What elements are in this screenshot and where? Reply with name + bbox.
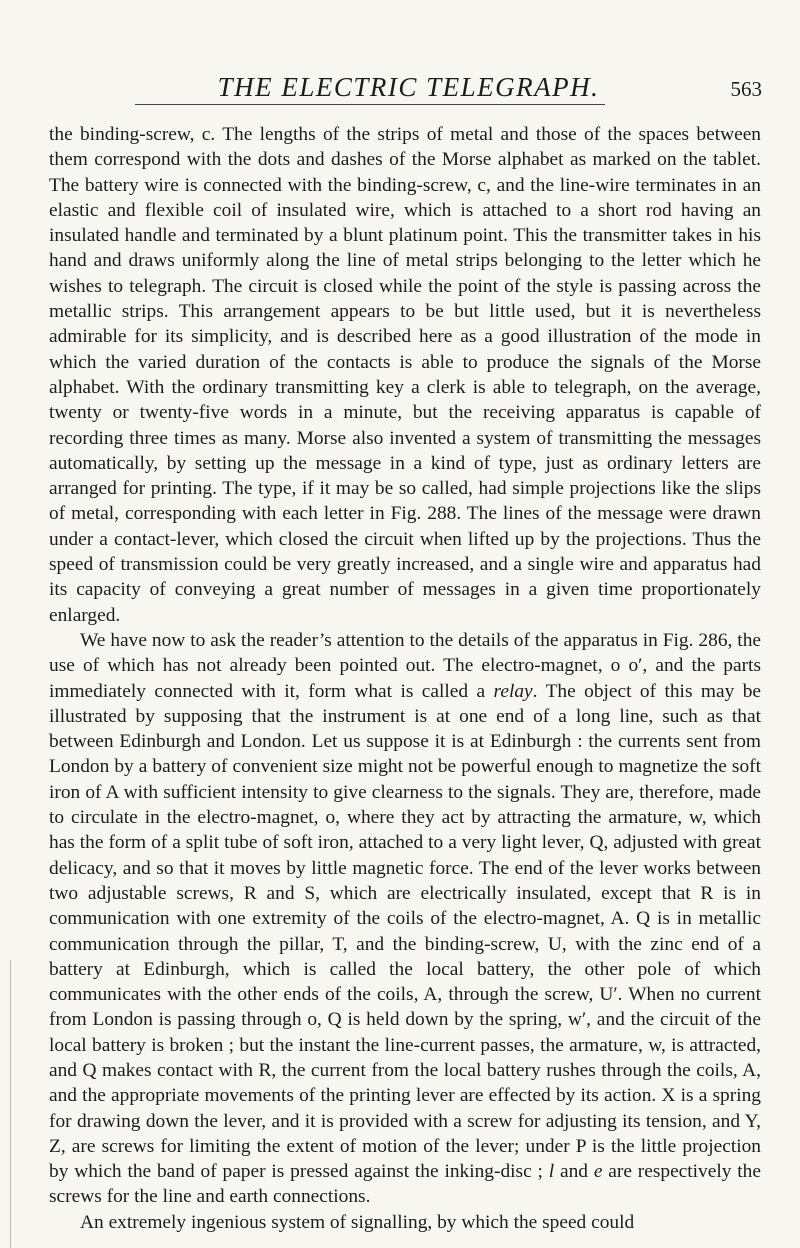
- page-number: 563: [730, 77, 762, 101]
- running-head-rule: [135, 104, 605, 105]
- running-head: [55, 70, 762, 110]
- italic-text: e: [593, 1161, 603, 1183]
- body-text: [49, 122, 761, 1235]
- italic-text: l: [548, 1161, 555, 1183]
- text-run: and: [554, 1161, 594, 1183]
- paragraph: [49, 628, 761, 1210]
- text-run: . The object of this may be illustrated by supposing that the instrument is at one end of a long line, such as that between Edinburgh and London. Let us suppose it is at Edinburgh : the currents sent from London by a battery of convenient size might not be powerful enough to magnetize the soft iron of A with sufficient intensity to give clearness to the signals. They are, therefore, made to circulate in the electro-magnet, o, where they act by attracting the armature, w, which has the form of a split tube of soft iron, attached to a very light lever, Q, adjusted with great delicacy, and so that it moves by little magnetic force. The end of the lever works between two adjustable screws, R and S, which are electrically insulated, except that R is in communication with one extremity of the coils of the electro-magnet, A. Q is in metallic communication through the pillar, T, and the binding-screw, U, with the zinc end of a battery at Edinburgh, which is called the local battery, the other pole of which communicates with the other ends of the coils, A, through the screw, U′. When no current from London is passing through o, Q is held down by the spring, w′, and the circuit of the local battery is broken ; but the instant the line-current passes, the armature, w, is attracted, and Q makes contact with R, the current from the local battery rushes through the coils, A, and the appropriate movements of the printing lever are effected by its action. X is a spring for drawing down the lever, and it is provided with a screw for adjusting its tension, and Y, Z, are screws for limiting the extent of motion of the lever; under P is the little projection by which the band of paper is pressed against the inking-disc ;: [49, 680, 761, 1183]
- italic-text: relay: [493, 680, 533, 702]
- text-run: We have now to ask the reader’s attention to the details of the apparatus in Fig. 286, the use of which has not already been pointed out. The electro-magnet, o o′, and the parts immediately connected with it, form what is called a: [49, 629, 761, 702]
- text-run: are respectively the screws for the line and earth connections.: [49, 1161, 761, 1208]
- paragraph: [49, 1210, 761, 1235]
- page-edge-line: [10, 960, 11, 1248]
- running-head-title: THE ELECTRIC TELEGRAPH.: [217, 72, 600, 102]
- text-run: An extremely ingenious system of signalling, by which the speed could: [80, 1211, 635, 1233]
- paragraph: [49, 122, 761, 628]
- text-run: the binding-screw, c. The lengths of the strips of metal and those of the spaces between them correspond with the dots and dashes of the Morse alphabet as marked on the tablet. The battery wire is connected with the binding-screw, c, and the line-wire terminates in an elastic and flexible coil of insulated wire, which is attached to a short rod having an insulated handle and terminated by a blunt platinum point. This the transmitter takes in his hand and draws uniformly along the line of metal strips belonging to the letter which he wishes to telegraph. The circuit is closed while the point of the style is passing across the metallic strips. This arrangement appears to be but little used, but it is nevertheless admirable for its simplicity, and is described here as a good illustration of the mode in which the varied duration of the contacts is able to produce the signals of the Morse alphabet. With the ordinary transmitting key a clerk is able to telegraph, on the average, twenty or twenty-five words in a minute, but the receiving apparatus is capable of recording three times as many. Morse also invented a system of transmitting the messages automatically, by setting up the message in a kind of type, just as ordinary letters are arranged for printing. The type, if it may be so called, had simple projections like the slips of metal, corresponding with each letter in Fig. 288. The lines of the message were drawn under a contact-lever, which closed the circuit when lifted up by the projections. Thus the speed of transmission could be very greatly increased, and a single wire and apparatus had its capacity of conveying a great number of messages in a given time proportionately enlarged.: [49, 124, 761, 626]
